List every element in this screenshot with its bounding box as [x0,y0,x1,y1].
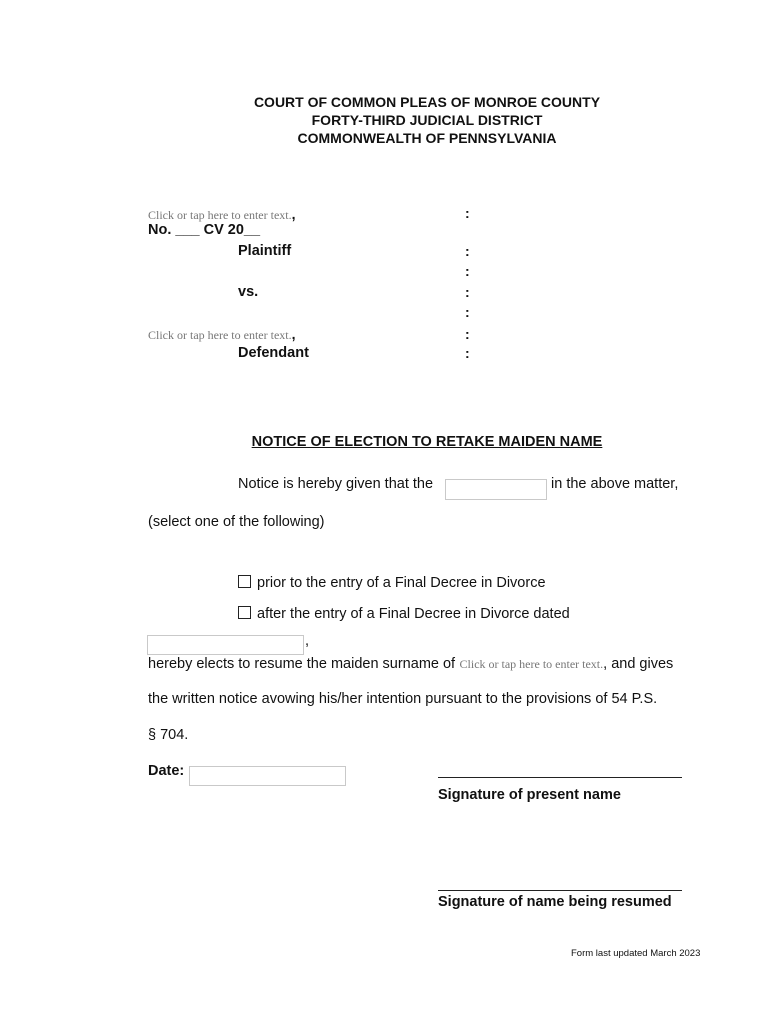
elects-before: hereby elects to resume the maiden surname of [148,656,456,672]
commonwealth-name: COMMONWEALTH OF PENNSYLVANIA [297,130,557,146]
intro-after: in the above matter, [551,476,679,492]
caption-colon: : [465,284,470,300]
elects-after: , and gives [603,656,674,672]
intro-before: Notice is hereby given that the [238,476,434,492]
checkbox-prior[interactable] [238,575,251,588]
select-instruction: (select one of the following) [148,514,325,530]
present-signature-line[interactable] [438,777,682,778]
elects-line [148,655,673,673]
resumed-signature-line[interactable] [438,890,682,891]
option-prior-label: prior to the entry of a Final Decree in Divorce [257,575,546,591]
case-number: No. ___ CV 20__ [148,222,261,238]
defendant-label: Defendant [238,345,309,361]
party-role-field[interactable] [445,479,547,500]
vs-label: vs. [238,284,259,300]
form-updated-note: Form last updated March 2023 [571,948,701,959]
plaintiff-label: Plaintiff [238,243,292,259]
date-comma: , [305,633,310,649]
date-label: Date: [148,763,185,779]
defendant-line [148,326,296,344]
resumed-name-label: Signature of name being resumed [438,894,672,910]
date-field[interactable] [189,766,346,786]
option-prior [238,575,546,591]
defendant-name-field[interactable]: Click or tap here to enter text. [148,328,292,342]
defendant-comma: , [291,326,296,342]
statute-ref: § 704. [148,727,189,743]
district-name: FORTY-THIRD JUDICIAL DISTRICT [311,112,543,128]
caption-colon: : [465,304,470,320]
notice-title: NOTICE OF ELECTION TO RETAKE MAIDEN NAME [251,434,603,450]
option-after-label: after the entry of a Final Decree in Divorce dated [257,606,570,622]
plaintiff-name-field[interactable]: Click or tap here to enter text. [148,208,292,222]
court-name: COURT OF COMMON PLEAS OF MONROE COUNTY [253,94,601,110]
option-after [238,606,570,622]
caption-colon: : [465,243,470,259]
caption-colon: : [465,205,470,221]
maiden-surname-field[interactable]: Click or tap here to enter text. [459,657,604,671]
decree-date-field[interactable] [147,635,304,655]
caption-colon: : [465,326,470,342]
written-notice: the written notice avowing his/her intention pursuant to the provisions of 54 P.S. [148,691,658,707]
checkbox-after[interactable] [238,606,251,619]
caption-colon: : [465,263,470,279]
present-name-label: Signature of present name [438,787,621,803]
caption-colon: : [465,345,470,361]
plaintiff-comma: , [291,206,296,222]
